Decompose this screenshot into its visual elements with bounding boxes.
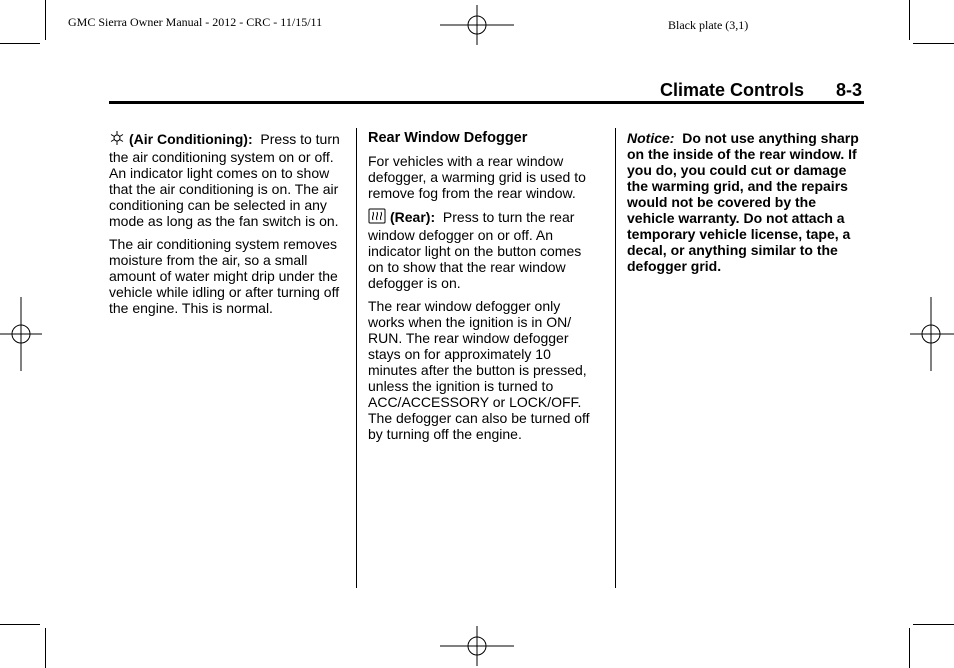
crop-mark <box>909 0 910 40</box>
registration-mark-icon <box>440 5 514 45</box>
column-2 <box>368 130 600 449</box>
column-divider <box>615 128 616 588</box>
rear-text: Press to turn the rear window defogger on or off. An indicator light on the button comes on to show that the rear window defogger is on. <box>368 209 582 291</box>
defogger-operation-paragraph: The rear window defogger only works when the ignition is in ON/ RUN. The rear window defogger stays on for approximately 10 minutes after the button is pressed, unless the ignition is turned to ACC/ACCESSORY or LOCK/OFF. The defogger can also be turned off by turning off the engine. <box>368 298 590 442</box>
ac-text: Press to turn the air conditioning system on or off. An indicator light comes on to show that the air conditioning is on. The air conditioning can be selected in any mode as long as the fan switch is on. <box>109 131 340 229</box>
crop-mark <box>0 43 40 44</box>
ac-label: (Air Conditioning): <box>129 131 253 147</box>
section-title: Climate Controls <box>659 80 804 100</box>
rear-label: (Rear): <box>390 209 436 225</box>
defogger-intro-paragraph: For vehicles with a rear window defogger, a warming grid is used to remove fog from the rear window. <box>368 153 586 201</box>
ac-moisture-paragraph: The air conditioning system removes moisture from the air, so a small amount of water might drip under the vehicle while idling or after turning off the engine. This is normal. <box>109 236 340 316</box>
column-1 <box>109 130 345 323</box>
notice-text: Do not use anything sharp on the inside of the rear window. If you do, you could cut or damage the warming grid, and the repairs would not be covered by the vehicle warranty. Do not attach a temporary vehicle license, tape, a decal, or anything similar to the defogger grid. <box>627 130 859 274</box>
registration-mark-icon <box>0 297 42 371</box>
crop-mark <box>45 628 46 668</box>
crop-mark <box>45 0 46 40</box>
rear-defogger-icon <box>368 208 386 227</box>
crop-mark <box>913 43 954 44</box>
slug-left: GMC Sierra Owner Manual - 2012 - CRC - 11/15/11 <box>68 15 323 29</box>
section-heading: Rear Window Defogger <box>368 130 528 146</box>
slug-right: Black plate (3,1) <box>668 18 749 32</box>
crop-mark <box>909 628 910 668</box>
ac-paragraph <box>109 130 345 229</box>
rear-paragraph <box>368 208 600 291</box>
notice-label: Notice: <box>627 130 675 146</box>
notice-paragraph <box>627 130 864 274</box>
snowflake-icon <box>109 130 125 149</box>
page-number: 8-3 <box>835 80 862 100</box>
registration-mark-icon <box>910 297 954 371</box>
column-divider <box>356 128 357 588</box>
column-3 <box>627 130 864 281</box>
crop-mark <box>913 624 954 625</box>
header-rule <box>109 101 864 104</box>
registration-mark-icon <box>440 626 514 666</box>
crop-mark <box>0 624 40 625</box>
